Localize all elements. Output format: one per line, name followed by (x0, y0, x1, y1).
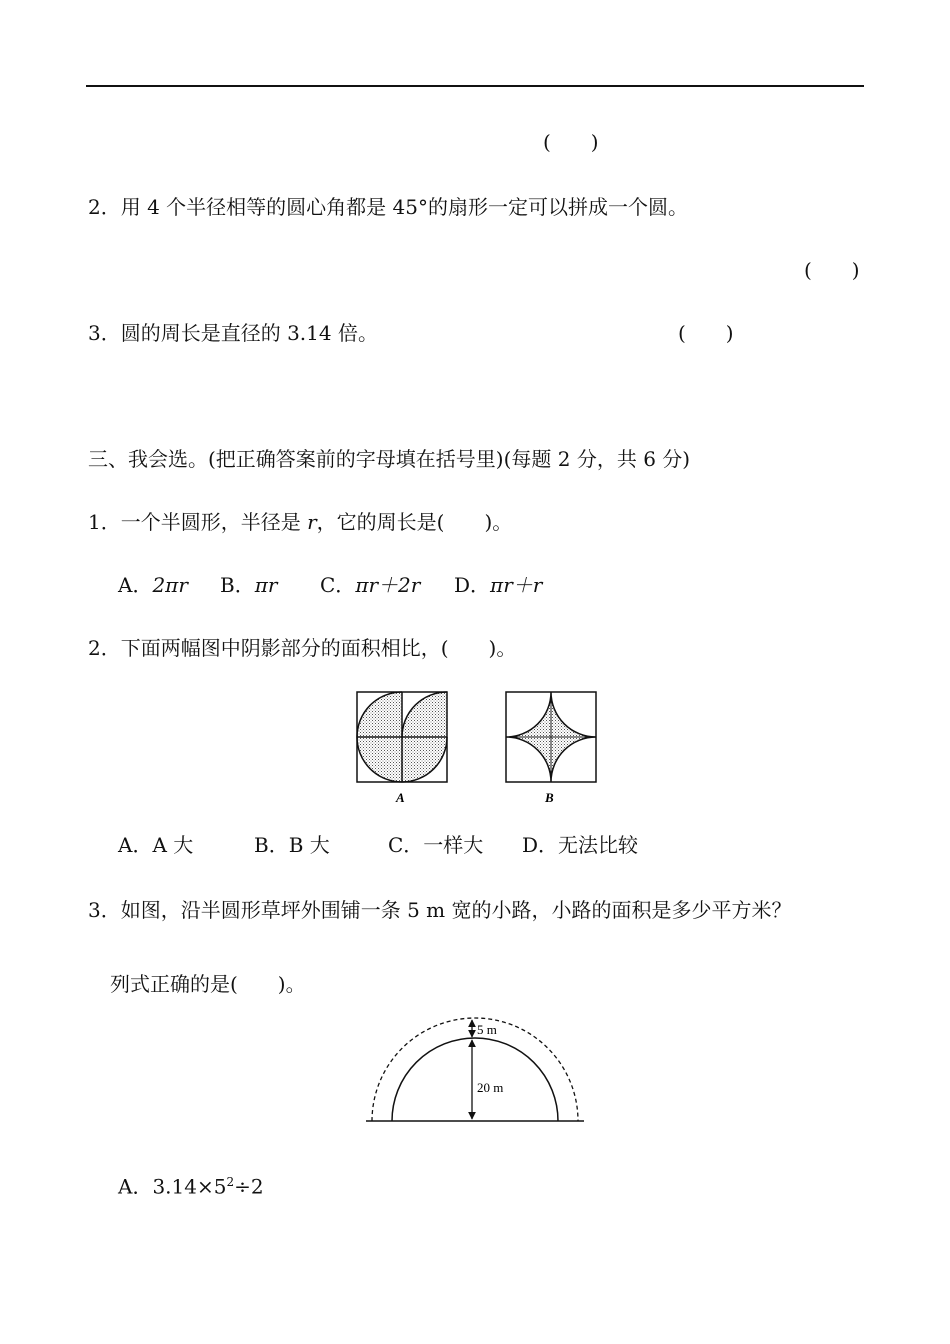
choice-q2-stem: 2．下面两幅图中阴影部分的面积相比，( )。 (88, 636, 517, 660)
radius-label: 20 m (477, 1080, 504, 1095)
option-letter: A． (118, 573, 153, 597)
option-expr: πr＋2r (355, 573, 421, 597)
figure-a-label: A (396, 790, 405, 805)
option-expr: 2πr (152, 573, 188, 597)
option-a-suffix: ÷2 (234, 1174, 264, 1199)
judge-q3-text: 3．圆的周长是直径的 3.14 倍。 (88, 321, 378, 345)
option-letter: B． (220, 573, 255, 597)
option-expr: πr (254, 573, 278, 597)
figure-b-label: B (545, 790, 554, 805)
choice-q2-option-a[interactable]: A．A 大 (118, 833, 194, 857)
judge-q2-text: 2．用 4 个半径相等的圆心角都是 45°的扇形一定可以拼成一个圆。 (88, 195, 688, 219)
judge-q1-answer-paren[interactable]: ( ) (543, 130, 599, 154)
judge-q3-answer-paren[interactable]: ( ) (678, 321, 734, 345)
option-letter: D． (454, 573, 491, 597)
choice-q2-option-b[interactable]: B．B 大 (254, 833, 330, 857)
path-width-label: 5 m (477, 1022, 497, 1037)
choice-q3-option-a[interactable] (118, 1170, 264, 1199)
option-letter: C． (320, 573, 356, 597)
choice-q3-stem-line2: 列式正确的是( )。 (110, 972, 306, 996)
choice-q2-option-d[interactable]: D．无法比较 (522, 833, 639, 857)
option-a-prefix: A．3.14×5 (118, 1174, 227, 1199)
outer-dashed-semicircle (372, 1018, 578, 1121)
choice-q1-stem-part1: 1．一个半圆形，半径是 (88, 510, 308, 534)
section-heading: 三、我会选。(把正确答案前的字母填在括号里)(每题 2 分，共 6 分) (88, 447, 691, 471)
judge-q2-answer-paren[interactable]: ( ) (804, 258, 860, 282)
choice-q3-stem-line1: 3．如图，沿半圆形草坪外围铺一条 5 m 宽的小路，小路的面积是多少平方米？ (88, 898, 792, 922)
choice-q2-option-c[interactable]: C．一样大 (388, 833, 484, 857)
choice-q1-stem-part2: ，它的周长是( )。 (316, 510, 513, 534)
option-a-exponent: 2 (226, 1175, 235, 1189)
option-expr: πr＋r (490, 573, 543, 597)
inner-semicircle (392, 1038, 558, 1121)
choice-q1-stem-variable: r (307, 510, 317, 534)
